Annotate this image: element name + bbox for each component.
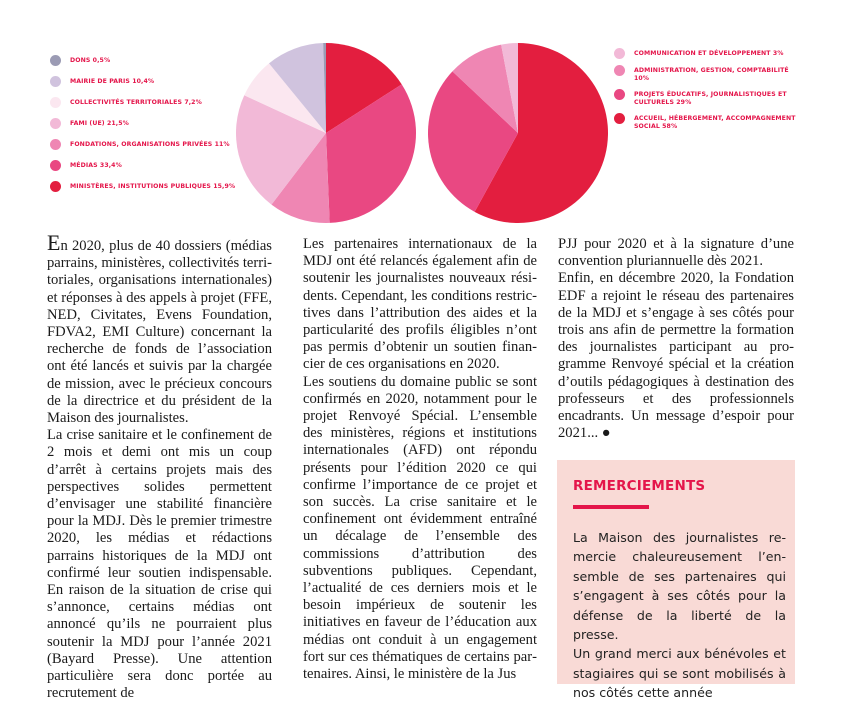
legend-item	[614, 115, 804, 131]
title-underline	[573, 505, 649, 509]
legend-funding-sources	[50, 50, 240, 197]
legend-expenses	[614, 50, 804, 139]
paragraph-text: n 2020, plus de 40 dossiers (médias parrains, ministères, collectivités territoriales, organisations internationales) et réponses à des appels à projet (FFE, NED, Civitates, Evens Foundation, FDVA2, EMI Culture) concernant la recherche de fonds de l’association ont été lancés et suivis par la chargée de mission, avec le précieux concours de la directrice et du président de la Maison des journalistes.	[47, 238, 272, 427]
legend-label: FONDATIONS, ORGANISATIONS PRIVÉES 11%	[70, 141, 230, 148]
paragraph: Enfin, en décembre 2020, la Fondation EDF a rejoint le réseau des partenaires de la MDJ et s’engage à ses côtés pour trois ans afin de permettre la formation des journalistes participant au programme Renvoyé spécial et la création d’outils pédagogiques à destination des professeurs et des professionnels encadrants. Un message d’espoir pour 2021... ●	[558, 270, 794, 442]
legend-label: ADMINISTRATION, GESTION, COMPTABILITÉ 10%	[634, 67, 789, 82]
legend-label: ACCUEIL, HÉBERGEMENT, ACCOMPAGNEMENT SOCIAL 58%	[634, 115, 796, 130]
legend-label: MAIRIE DE PARIS 10,4%	[70, 78, 155, 85]
legend-swatch-icon	[50, 97, 61, 108]
pie-chart-expenses	[418, 33, 618, 233]
legend-label: DONS 0,5%	[70, 57, 111, 64]
legend-label: COMMUNICATION ET DÉVELOPPEMENT 3%	[634, 50, 784, 57]
article-column-1	[47, 230, 272, 702]
paragraph	[47, 230, 272, 427]
legend-label: COLLECTIVITÉS TERRITORIALES 7,2%	[70, 99, 202, 106]
legend-item	[50, 176, 240, 197]
legend-item	[50, 113, 240, 134]
legend-label: PROJETS ÉDUCATIFS, JOURNALISTIQUES ET CULTURELS 29%	[634, 91, 787, 106]
legend-item	[50, 50, 240, 71]
legend-label: MINISTÈRES, INSTITUTIONS PUBLIQUES 15,9%	[70, 183, 236, 190]
legend-item	[50, 71, 240, 92]
legend-item	[50, 92, 240, 113]
legend-swatch-icon	[50, 139, 61, 150]
legend-swatch-icon	[50, 76, 61, 87]
legend-swatch-icon	[50, 55, 61, 66]
legend-swatch-icon	[614, 113, 625, 124]
legend-swatch-icon	[50, 118, 61, 129]
paragraph: Les soutiens du domaine public se sont confirmés en 2020, notamment pour le projet Renvoyé Spécial. L’ensemble des ministères, régions et institutions internationales (AFD) ont répondu présents pour l’édition 2020 ce qui confirme l’importance de ce projet et son succès. La crise sanitaire et le confinement ont évidemment entraîné un décalage de l’ensemble des commissions d’attribution des subventions publiques. Cependant, l’actualité de ces derniers mois et le besoin impérieux de soutenir les initiatives en faveur de l’éducation aux médias ont conduit à un engagement fort sur ces thématiques de certains partenaires. Ainsi, le ministère de la Jus	[303, 373, 537, 683]
paragraph: Les partenaires internationaux de la MDJ ont été relancés également afin de soutenir les journalistes nouveaux résidents. Cependant, les conditions restrictives dans l’attribution des aides et la particularité des profils éligibles n’ont pas permis d’obtenir un soutien financier de ces organisations en 2020.	[303, 236, 537, 373]
legend-swatch-icon	[50, 160, 61, 171]
paragraph: La crise sanitaire et le confinement de 2 mois et demi ont mis un coup d’arrêt à certains projets mais des perspectives solides permettent d’envisager une stabilité financière pour la MDJ. Dès le premier trimestre 2020, les médias et rédactions parrains historiques de la MDJ ont confirmé leur soutien indispensable. En raison de la situation de crise qui s’annonce, certains médias ont annoncé qu’ils ne pourraient plus soutenir la MDJ pour l’année 2021 (Bayard Presse). Une attention particulière sera donc portée au recrutement de	[47, 427, 272, 702]
paragraph: PJJ pour 2020 et à la signature d’une convention pluriannuelle dès 2021.	[558, 236, 794, 270]
article-column-2	[303, 236, 537, 683]
paragraph: La Maison des journalistes remercie chaleureusement l’ensemble de ses partenaires qui s’engagent à ses côtés pour la défense de la liberté de la presse.	[573, 530, 786, 643]
pie-chart-funding-sources	[226, 33, 426, 233]
legend-label: MÉDIAS 33,4%	[70, 162, 122, 169]
legend-item	[614, 67, 804, 83]
article-column-3	[558, 236, 794, 442]
thanks-box	[557, 460, 795, 701]
paragraph: Un grand merci aux bénévoles et stagiaires qui se sont mobilisés à nos côtés cette année	[573, 646, 786, 701]
legend-item	[614, 91, 804, 107]
legend-item	[614, 50, 804, 59]
legend-label: FAMI (UE) 21,5%	[70, 120, 129, 127]
legend-item	[50, 155, 240, 176]
legend-swatch-icon	[614, 89, 625, 100]
legend-swatch-icon	[614, 65, 625, 76]
thanks-title: REMERCIEMENTS	[573, 478, 706, 494]
drop-cap: E	[47, 230, 61, 255]
legend-swatch-icon	[614, 48, 625, 59]
legend-item	[50, 134, 240, 155]
legend-swatch-icon	[50, 181, 61, 192]
thanks-text	[573, 528, 786, 703]
